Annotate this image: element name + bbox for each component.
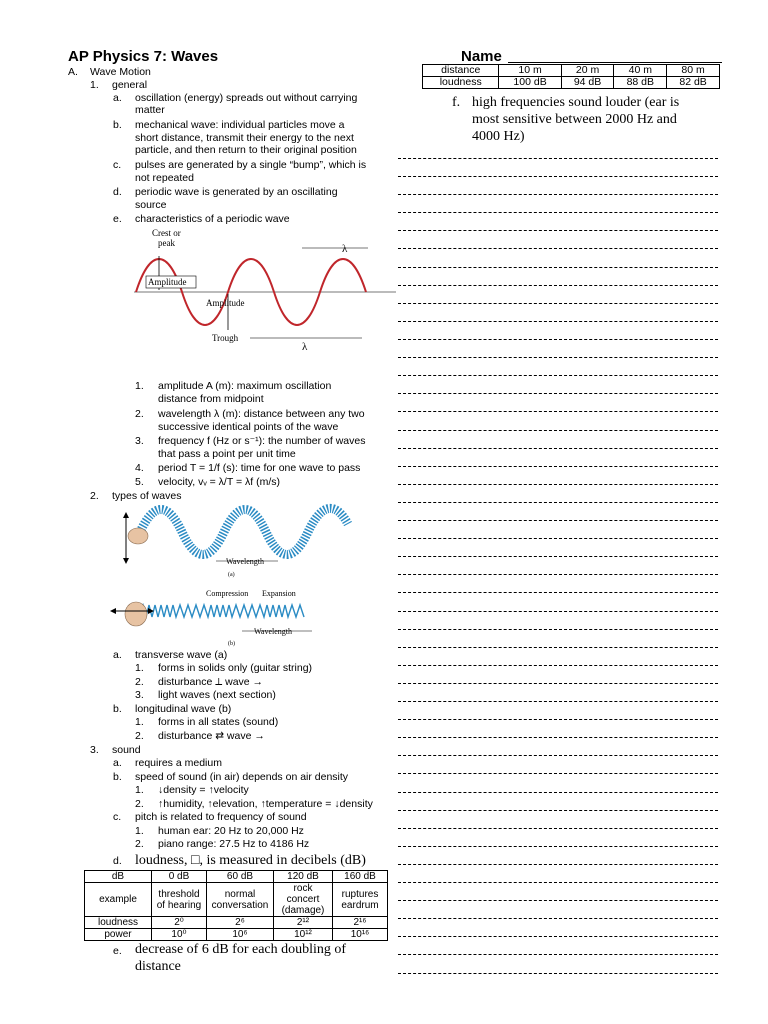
writing-line[interactable] [398, 629, 718, 630]
table-cell: rock concert (damage) [274, 883, 333, 917]
text-line: forms in all states (sound) [158, 716, 279, 728]
text-line: that pass a point per unit time [158, 448, 296, 460]
text-line: decrease of 6 dB for each doubling of [135, 942, 347, 957]
writing-line[interactable] [398, 375, 718, 376]
writing-line[interactable] [398, 701, 718, 702]
table-cell: 2¹² [274, 917, 333, 929]
table-cell: threshold of hearing [152, 883, 207, 917]
text-line: disturbance ⟂ wave → [158, 676, 264, 688]
writing-line[interactable] [398, 267, 718, 268]
writing-line[interactable] [398, 303, 718, 304]
hand-icon [128, 528, 148, 544]
table-cell: ruptures eardrum [333, 883, 388, 917]
table-cell: 2¹⁶ [333, 917, 388, 929]
table-cell: 20 m [561, 65, 614, 77]
sound-f-line3: 4000 Hz) [472, 129, 525, 144]
writing-line[interactable] [398, 430, 718, 431]
text-line: ↓density = ↑velocity [158, 784, 249, 796]
writing-line[interactable] [398, 230, 718, 231]
table-cell: 120 dB [274, 871, 333, 883]
writing-line[interactable] [398, 248, 718, 249]
text-line: ↑humidity, ↑elevation, ↑temperature = ↓density [158, 798, 373, 810]
table-row [85, 917, 388, 929]
table-cell: loudness [85, 917, 152, 929]
text-line: longitudinal wave (b) [135, 703, 232, 715]
text-line: pulses are generated by a single “bump”, which is [135, 159, 367, 171]
text-line: distance [135, 959, 181, 974]
table-cell: dB [85, 871, 152, 883]
outline-label: 2. [135, 408, 144, 420]
text-line: light waves (next section) [158, 689, 276, 701]
text-line: transverse wave (a) [135, 649, 228, 661]
writing-line[interactable] [398, 158, 718, 159]
text-line: particle, and then return to their original position [135, 144, 357, 156]
outline-label: a. [113, 649, 122, 661]
outline-label: 5. [135, 476, 144, 488]
writing-line[interactable] [398, 882, 718, 883]
writing-line[interactable] [398, 321, 718, 322]
writing-line[interactable] [398, 339, 718, 340]
name-field[interactable] [508, 62, 722, 63]
writing-line[interactable] [398, 592, 718, 593]
table-row [85, 871, 388, 883]
text-line: successive identical points of the wave [158, 421, 339, 433]
table-cell: 88 dB [614, 77, 667, 89]
table-cell: normal conversation [207, 883, 274, 917]
text-line: forms in solids only (guitar string) [158, 662, 313, 674]
text-line: frequency f (Hz or s⁻¹): the number of waves [158, 435, 366, 447]
table-row [85, 929, 388, 941]
outline-label: 2. [135, 676, 144, 688]
writing-line[interactable] [398, 538, 718, 539]
writing-line[interactable] [398, 846, 718, 847]
table-row [85, 883, 388, 917]
writing-line[interactable] [398, 792, 718, 793]
text-line: speed of sound (in air) depends on air density [135, 771, 349, 783]
outline-label: d. [113, 855, 122, 867]
outline-label: c. [113, 811, 122, 823]
writing-line[interactable] [398, 737, 718, 738]
wavelength-label-b: Wavelength [254, 627, 293, 636]
outline-label: a. [113, 92, 122, 104]
lambda-label: λ [342, 243, 348, 255]
writing-line[interactable] [398, 665, 718, 666]
outline-label: 1. [135, 825, 144, 837]
table-cell: 100 dB [499, 77, 561, 89]
writing-line[interactable] [398, 285, 718, 286]
writing-line[interactable] [398, 484, 718, 485]
text-line: human ear: 20 Hz to 20,000 Hz [158, 825, 304, 837]
text-line: wavelength λ (m): distance between any two [158, 408, 365, 420]
sound-f-line2: most sensitive between 2000 Hz and [472, 112, 677, 127]
text-line: period T = 1/f (s): time for one wave to pass [158, 462, 361, 474]
outline-label: 2. [135, 798, 144, 810]
decibel-table [84, 870, 388, 941]
writing-line[interactable] [398, 466, 718, 467]
outline-label: 2. [135, 730, 144, 742]
expansion-label: Expansion [262, 589, 296, 598]
text-line: amplitude A (m): maximum oscillation [158, 380, 332, 392]
writing-line[interactable] [398, 973, 718, 974]
writing-line[interactable] [398, 864, 718, 865]
trough-label: Trough [212, 333, 239, 343]
outline-label: b. [113, 119, 122, 131]
crest-label: Crest or [152, 228, 181, 238]
writing-line[interactable] [398, 411, 718, 412]
outline-label: 3. [135, 435, 144, 447]
table-cell: 60 dB [207, 871, 274, 883]
distance-loudness-table [422, 64, 720, 89]
table-cell: distance [423, 65, 499, 77]
lambda-label-bottom: λ [302, 341, 308, 353]
wave-types-diagram [110, 502, 354, 648]
writing-line[interactable] [398, 393, 718, 394]
compression-label: Compression [206, 589, 249, 598]
section-heading: Wave Motion [90, 66, 151, 78]
writing-line[interactable] [398, 719, 718, 720]
writing-line[interactable] [398, 574, 718, 575]
table-cell: 82 dB [667, 77, 720, 89]
writing-line[interactable] [398, 936, 718, 937]
sound-f-line1: high frequencies sound louder (ear is [472, 95, 680, 110]
writing-line[interactable] [398, 918, 718, 919]
outline-label: f. [452, 95, 461, 110]
writing-line[interactable] [398, 212, 718, 213]
table-row [423, 77, 720, 89]
name-label: Name [461, 48, 502, 65]
writing-line[interactable] [398, 176, 718, 177]
writing-line[interactable] [398, 647, 718, 648]
table-cell: 10⁰ [152, 929, 207, 941]
writing-line[interactable] [398, 520, 718, 521]
periodic-wave-diagram [128, 226, 400, 354]
text-line: pitch is related to frequency of sound [135, 811, 307, 823]
table-row [423, 65, 720, 77]
writing-line[interactable] [398, 683, 718, 684]
text-line: matter [135, 104, 165, 116]
peak-label: peak [158, 238, 175, 248]
table-cell: 10 m [499, 65, 561, 77]
outline-label: 3. [90, 744, 99, 756]
caption-a: (a) [228, 572, 235, 578]
table-cell: 160 dB [333, 871, 388, 883]
outline-label: 1. [135, 716, 144, 728]
text-line: not repeated [135, 172, 194, 184]
table-cell: 2⁰ [152, 917, 207, 929]
outline-label: b. [113, 771, 122, 783]
table-cell: 94 dB [561, 77, 614, 89]
outline-label: d. [113, 186, 122, 198]
writing-line[interactable] [398, 828, 718, 829]
writing-line[interactable] [398, 556, 718, 557]
amplitude-label-2: Amplitude [206, 298, 245, 308]
table-cell: 0 dB [152, 871, 207, 883]
text-line: short distance, transmit their energy to the next [135, 132, 354, 144]
text-line: requires a medium [135, 757, 222, 769]
writing-line[interactable] [398, 194, 718, 195]
outline-label: 3. [135, 689, 144, 701]
outline-label: 4. [135, 462, 144, 474]
table-cell: loudness [423, 77, 499, 89]
text-line: loudness, □, is measured in decibels (dB) [135, 853, 366, 868]
writing-line[interactable] [398, 357, 718, 358]
outline-label: 1. [135, 662, 144, 674]
outline-label: 1. [90, 79, 99, 91]
table-cell: 10¹⁶ [333, 929, 388, 941]
outline-label: 2. [90, 490, 99, 502]
text-line: source [135, 199, 167, 211]
subsection-heading: sound [112, 744, 141, 756]
outline-label: b. [113, 703, 122, 715]
outline-label: 1. [135, 784, 144, 796]
page-title: AP Physics 7: Waves [68, 48, 219, 65]
outline-label: e. [113, 945, 122, 957]
table-cell: power [85, 929, 152, 941]
outline-label: e. [113, 213, 122, 225]
outline-label: 2. [135, 838, 144, 850]
writing-line[interactable] [398, 810, 718, 811]
writing-line[interactable] [398, 954, 718, 955]
text-line: oscillation (energy) spreads out without carrying [135, 92, 358, 104]
wavelength-label-a: Wavelength [226, 557, 265, 566]
writing-line[interactable] [398, 755, 718, 756]
writing-line[interactable] [398, 448, 718, 449]
writing-line[interactable] [398, 611, 718, 612]
amplitude-label-1: Amplitude [148, 277, 187, 287]
text-line: distance from midpoint [158, 393, 264, 405]
subsection-heading: types of waves [112, 490, 182, 502]
outline-label: c. [113, 159, 122, 171]
table-cell: 2⁶ [207, 917, 274, 929]
table-cell: 80 m [667, 65, 720, 77]
writing-line[interactable] [398, 900, 718, 901]
text-line: periodic wave is generated by an oscillating [135, 186, 338, 198]
subsection-heading: general [112, 79, 148, 91]
text-line: mechanical wave: individual particles move a [135, 119, 345, 131]
outline-label: 1. [135, 380, 144, 392]
caption-b: (b) [228, 641, 235, 647]
outline-label: A. [68, 66, 78, 78]
writing-line[interactable] [398, 502, 718, 503]
hand-icon [125, 602, 147, 626]
table-cell: 40 m [614, 65, 667, 77]
table-cell: 10⁶ [207, 929, 274, 941]
text-line: piano range: 27.5 Hz to 4186 Hz [158, 838, 310, 850]
text-line: characteristics of a periodic wave [135, 213, 290, 225]
text-line: velocity, vᵥ = λ/T = λf (m/s) [158, 476, 281, 488]
table-cell: 10¹² [274, 929, 333, 941]
writing-line[interactable] [398, 773, 718, 774]
text-line: disturbance ⇄ wave → [158, 730, 265, 742]
table-cell: example [85, 883, 152, 917]
outline-label: a. [113, 757, 122, 769]
